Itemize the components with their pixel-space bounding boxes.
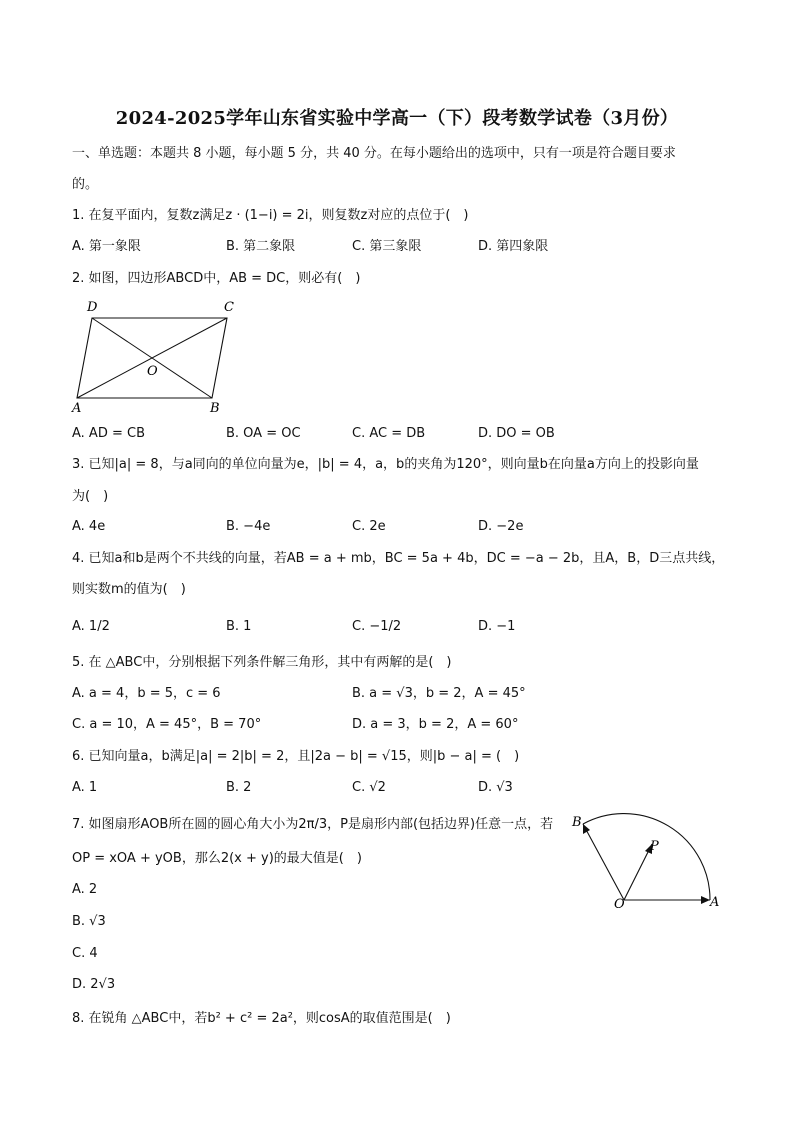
label-a: A <box>72 401 82 416</box>
q5-stem: 5. 在 △ABC中，分别根据下列条件解三角形，其中有两解的是( ) <box>72 655 452 670</box>
q2-option-b: B. OA = OC <box>226 426 301 441</box>
q1-option-d: D. 第四象限 <box>478 239 549 254</box>
label-p: P <box>650 839 659 854</box>
q2-option-c: C. AC = DB <box>352 426 426 441</box>
q3-option-a: A. 4e <box>72 519 106 534</box>
q6-option-a: A. 1 <box>72 780 98 795</box>
q4-stem: 4. 已知a和b是两个不共线的向量，若AB = a + mb，BC = 5a + 4b，DC = −a − 2b，且A，B，D三点共线， <box>72 551 725 566</box>
q8-stem: 8. 在锐角 △ABC中，若b² + c² = 2a²，则cosA的取值范围是( ) <box>72 1011 451 1026</box>
q3-option-c: C. 2e <box>352 519 386 534</box>
q7-option-b: B. √3 <box>72 914 106 929</box>
q3-option-d: D. −2e <box>478 519 524 534</box>
sector-figure <box>566 806 726 912</box>
label-d: D <box>87 300 98 315</box>
q3-option-b: B. −4e <box>226 519 271 534</box>
parallelogram-figure <box>64 296 244 418</box>
q5-option-c: C. a = 10，A = 45°，B = 70° <box>72 717 262 732</box>
q6-stem: 6. 已知向量a，b满足|a| = 2|b| = 2，且|2a − b| = √15，则|b − a| = ( ) <box>72 749 520 764</box>
label-o: O <box>147 364 158 379</box>
q1-option-c: C. 第三象限 <box>352 239 422 254</box>
q4-option-c: C. −1/2 <box>352 619 402 634</box>
q5-option-d: D. a = 3，b = 2，A = 60° <box>352 717 519 732</box>
q7-option-c: C. 4 <box>72 946 98 961</box>
q7-option-a: A. 2 <box>72 882 98 897</box>
q1-stem: 1. 在复平面内，复数z满足z · (1−i) = 2i，则复数z对应的点位于( ) <box>72 208 469 223</box>
label-c: C <box>224 300 234 315</box>
label-b: B <box>572 815 582 830</box>
q4-option-d: D. −1 <box>478 619 516 634</box>
q3-stem: 3. 已知|a| = 8，与a同向的单位向量为e，|b| = 4，a，b的夹角为120°，则向量b在向量a方向上的投影向量 <box>72 457 699 472</box>
q6-option-b: B. 2 <box>226 780 252 795</box>
q6-option-c: C. √2 <box>352 780 386 795</box>
q1-option-b: B. 第二象限 <box>226 239 296 254</box>
q6-option-d: D. √3 <box>478 780 513 795</box>
q1-option-a: A. 第一象限 <box>72 239 141 254</box>
q7-option-d: D. 2√3 <box>72 977 116 992</box>
label-o: O <box>614 897 625 912</box>
q4-option-a: A. 1/2 <box>72 619 110 634</box>
q7-stem-cont: OP = xOA + yOB，那么2(x + y)的最大值是( ) <box>72 851 362 866</box>
q3-stem-cont: 为( ) <box>72 489 109 504</box>
section-heading: 一、单选题：本题共 8 小题，每小题 5 分，共 40 分。在每小题给出的选项中，只有一项是符合题目要求 <box>72 146 676 161</box>
label-a: A <box>710 895 720 910</box>
label-b: B <box>210 401 220 416</box>
exam-title: 2024-2025学年山东省实验中学高一（下）段考数学试卷（3月份） <box>115 108 679 129</box>
section-heading-cont: 的。 <box>72 177 99 192</box>
q5-option-b: B. a = √3，b = 2，A = 45° <box>352 686 526 701</box>
q2-option-d: D. DO = OB <box>478 426 555 441</box>
q2-stem: 2. 如图，四边形ABCD中，AB = DC，则必有( ) <box>72 271 361 286</box>
q7-stem: 7. 如图扇形AOB所在圆的圆心角大小为2π/3，P是扇形内部(包括边界)任意一点，若 <box>72 817 554 832</box>
q2-option-a: A. AD = CB <box>72 426 145 441</box>
q4-stem-cont: 则实数m的值为( ) <box>72 582 186 597</box>
q4-option-b: B. 1 <box>226 619 252 634</box>
q5-option-a: A. a = 4，b = 5，c = 6 <box>72 686 221 701</box>
